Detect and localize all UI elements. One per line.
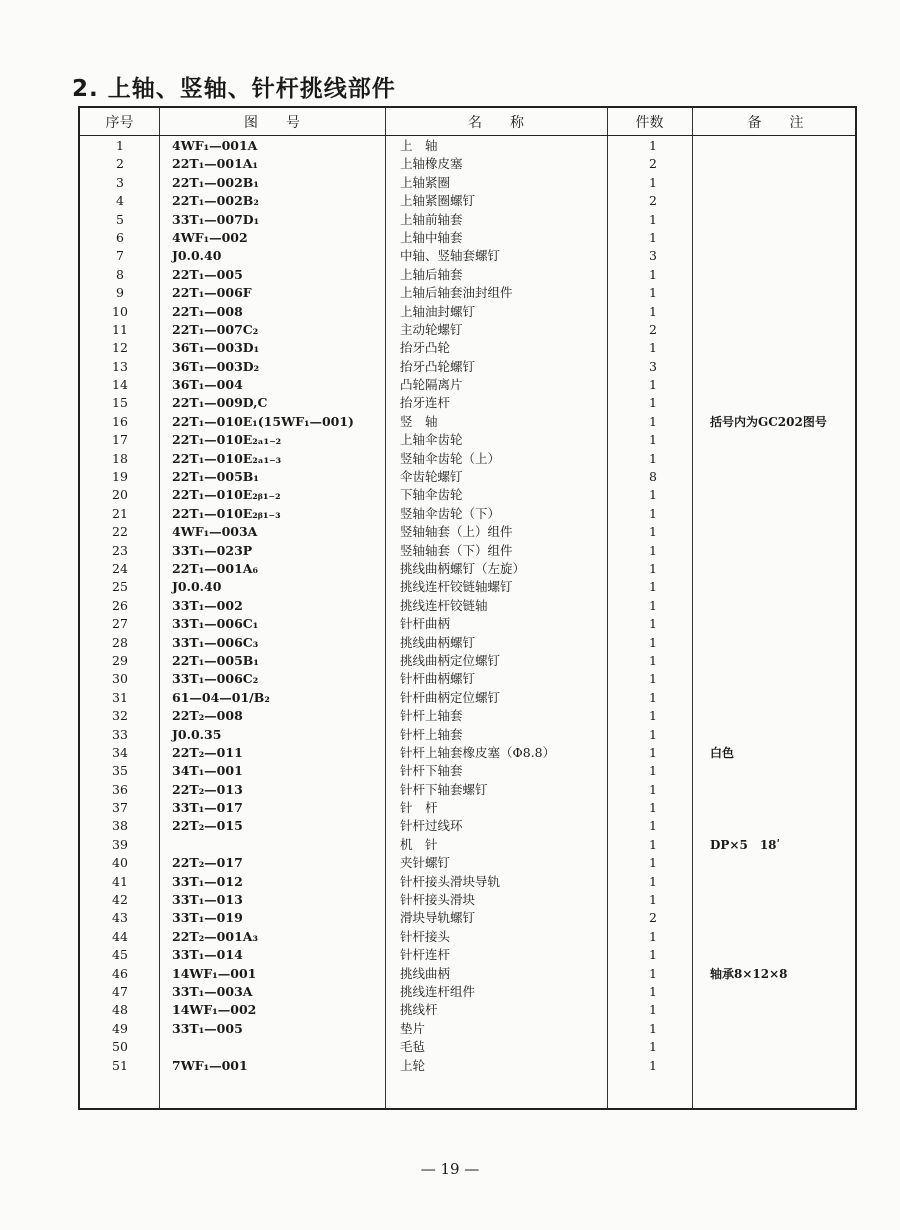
row-name: 挑线曲柄螺钉 [400,634,476,650]
row-drawing-number: 33T₁—005 [172,1020,243,1036]
table-row [80,689,855,707]
row-drawing-number: 33T₁—023P [172,542,253,558]
row-name: 针杆上轴套 [400,708,463,724]
row-drawing-number: 22T₁—001A₁ [172,156,258,172]
row-quantity: 3 [649,248,657,264]
row-name: 针杆上轴套 [400,726,463,742]
table-row [80,799,855,817]
row-seq: 46 [112,965,128,981]
row-name: 机 针 [400,836,438,852]
parts-table [78,106,857,1110]
row-drawing-number: 33T₁—006C₃ [172,634,259,650]
row-name: 上轴橡皮塞 [400,156,463,172]
table-row [80,358,855,376]
table-row [80,965,855,983]
row-quantity: 2 [649,321,657,337]
row-seq: 29 [112,652,128,668]
row-quantity: 1 [649,138,657,153]
table-row [80,909,855,927]
row-seq: 38 [112,818,128,834]
table-row [80,247,855,265]
row-seq: 34 [112,744,128,760]
row-drawing-number: 22T₁—005 [172,266,243,282]
row-quantity: 1 [649,763,657,779]
row-quantity: 1 [649,708,657,724]
row-seq: 49 [112,1020,128,1036]
table-row [80,192,855,210]
row-seq: 21 [112,505,128,521]
row-seq: 15 [112,395,128,411]
row-drawing-number: 7WF₁—001 [172,1057,248,1073]
row-note: 轴承8×12×8 [710,966,788,981]
table-row [80,486,855,504]
row-seq: 3 [116,174,124,190]
table-row [80,744,855,762]
table-row [80,1038,855,1056]
row-quantity: 1 [649,965,657,981]
row-drawing-number: 4WF₁—002 [172,229,248,245]
row-quantity: 1 [649,542,657,558]
row-seq: 4 [116,193,124,209]
table-row [80,137,855,155]
row-name: 上轴伞齿轮 [400,432,463,448]
row-drawing-number: 14WF₁—002 [172,1002,257,1018]
row-note: 括号内为GC202图号 [710,414,827,429]
row-name: 上轴后轴套油封组件 [400,285,513,301]
table-row [80,155,855,173]
row-quantity: 1 [649,689,657,705]
row-quantity: 1 [649,1057,657,1073]
row-quantity: 1 [649,524,657,540]
table-row [80,284,855,302]
row-quantity: 1 [649,1002,657,1018]
row-seq: 9 [116,285,124,301]
row-name: 夹针螺钉 [400,855,451,871]
row-quantity: 1 [649,983,657,999]
row-seq: 27 [112,616,128,632]
row-name: 挑线连杆组件 [400,983,476,999]
row-drawing-number: 33T₁—002 [172,597,243,613]
row-name: 上轴紧圈螺钉 [400,193,476,209]
row-quantity: 1 [649,836,657,852]
row-name: 竖轴伞齿轮（下） [400,505,501,521]
table-row [80,376,855,394]
table-row [80,983,855,1001]
row-seq: 26 [112,597,128,613]
row-seq: 41 [112,873,128,889]
row-name: 挑线连杆铰链轴螺钉 [400,579,513,595]
row-name: 挑线曲柄定位螺钉 [400,652,501,668]
row-name: 针杆接头滑块导轨 [400,873,501,889]
row-quantity: 1 [649,892,657,908]
table-row [80,928,855,946]
row-note: DP×5 18ʹ [710,837,781,852]
row-drawing-number: J0.0.40 [172,248,222,264]
row-quantity: 1 [649,616,657,632]
row-quantity: 1 [649,1039,657,1055]
table-row [80,303,855,321]
row-seq: 5 [116,211,124,227]
row-drawing-number: 22T₁—009D,C [172,395,268,411]
table-row [80,634,855,652]
table-row [80,542,855,560]
row-quantity: 1 [649,229,657,245]
row-drawing-number: 36T₁—003D₂ [172,358,260,374]
row-drawing-number: 4WF₁—003A [172,524,258,540]
row-quantity: 1 [649,800,657,816]
row-name: 针杆下轴套螺钉 [400,781,488,797]
row-seq: 6 [116,229,124,245]
row-name: 针杆曲柄 [400,616,451,632]
row-name: 上轴后轴套 [400,266,463,282]
table-row [80,431,855,449]
row-drawing-number: 33T₁—012 [172,873,243,889]
table-row [80,211,855,229]
row-quantity: 1 [649,873,657,889]
table-row [80,229,855,247]
row-seq: 24 [112,560,128,576]
row-seq: 8 [116,266,124,282]
table-body [80,137,855,1075]
row-drawing-number: 22T₁—005B₁ [172,469,259,485]
row-seq: 40 [112,855,128,871]
row-drawing-number: 22T₁—002B₂ [172,193,259,209]
row-seq: 39 [112,836,128,852]
row-name: 上轴中轴套 [400,229,463,245]
row-name: 针 杆 [400,800,438,816]
row-seq: 33 [112,726,128,742]
row-quantity: 1 [649,671,657,687]
row-seq: 30 [112,671,128,687]
row-quantity: 1 [649,487,657,503]
row-name: 针杆上轴套橡皮塞（Φ8.8） [400,744,556,760]
row-seq: 16 [112,413,128,429]
table-row [80,266,855,284]
row-name: 针杆连杆 [400,947,451,963]
row-seq: 37 [112,800,128,816]
row-drawing-number: 33T₁—014 [172,947,243,963]
row-drawing-number: 14WF₁—001 [172,965,257,981]
row-seq: 20 [112,487,128,503]
row-quantity: 1 [649,726,657,742]
row-quantity: 2 [649,193,657,209]
row-drawing-number: 22T₂—015 [172,818,243,834]
row-drawing-number: 22T₁—010E₂ₐ₁₋₂ [172,432,282,448]
row-seq: 10 [112,303,128,319]
row-quantity: 1 [649,285,657,301]
row-quantity: 1 [649,744,657,760]
row-seq: 13 [112,358,128,374]
row-name: 抬牙连杆 [400,395,451,411]
table-row [80,854,855,872]
row-name: 针杆曲柄定位螺钉 [400,689,501,705]
row-name: 挑线曲柄螺钉（左旋） [400,560,526,576]
table-row [80,891,855,909]
table-row [80,468,855,486]
row-name: 下轴伞齿轮 [400,487,463,503]
row-drawing-number: 22T₂—001A₃ [172,928,258,944]
row-name: 挑线曲柄 [400,965,451,981]
row-quantity: 1 [649,211,657,227]
row-seq: 32 [112,708,128,724]
row-quantity: 1 [649,266,657,282]
row-seq: 35 [112,763,128,779]
table-row [80,707,855,725]
table-row [80,946,855,964]
row-quantity: 1 [649,340,657,356]
row-seq: 14 [112,377,128,393]
row-drawing-number: 22T₂—013 [172,781,243,797]
table-row [80,1057,855,1075]
row-name: 抬牙凸轮 [400,340,451,356]
row-seq: 47 [112,983,128,999]
row-seq: 31 [112,689,128,705]
row-seq: 17 [112,432,128,448]
row-seq: 22 [112,524,128,540]
row-drawing-number: 22T₁—010E₁(15WF₁—001) [172,413,354,429]
row-name: 针杆过线环 [400,818,463,834]
row-drawing-number: 22T₁—010E₂ᵦ₁₋₂ [172,487,281,503]
row-quantity: 1 [649,634,657,650]
row-drawing-number: 4WF₁—001A [172,138,258,153]
row-name: 中轴、竖轴套螺钉 [400,248,501,264]
row-drawing-number: 33T₁—007D₁ [172,211,260,227]
row-name: 上轴油封螺钉 [400,303,476,319]
row-quantity: 1 [649,597,657,613]
row-seq: 51 [112,1057,128,1073]
row-quantity: 1 [649,377,657,393]
row-quantity: 1 [649,947,657,963]
row-drawing-number: 22T₁—010E₂ᵦ₁₋₃ [172,505,281,521]
row-quantity: 2 [649,156,657,172]
row-drawing-number: 22T₁—007C₂ [172,321,259,337]
row-drawing-number: 22T₁—010E₂ₐ₁₋₃ [172,450,282,466]
table-row [80,450,855,468]
row-quantity: 1 [649,505,657,521]
row-name: 上轮 [400,1057,426,1073]
row-seq: 28 [112,634,128,650]
row-name: 主动轮螺钉 [400,321,463,337]
header-name: 名 称 [468,115,524,131]
row-quantity: 1 [649,781,657,797]
table-row [80,560,855,578]
row-seq: 7 [116,248,124,264]
row-quantity: 1 [649,450,657,466]
row-drawing-number: 34T₁—001 [172,763,243,779]
row-drawing-number: 33T₁—006C₁ [172,616,259,632]
table-row [80,652,855,670]
row-name: 滑块导轨螺钉 [400,910,476,926]
table-row [80,1001,855,1019]
row-name: 挑线杆 [400,1002,438,1018]
row-drawing-number: 22T₁—008 [172,303,243,319]
table-row [80,817,855,835]
row-name: 竖轴轴套（下）组件 [400,542,513,558]
row-seq: 18 [112,450,128,466]
table-row [80,726,855,744]
row-drawing-number: 22T₁—005B₁ [172,652,259,668]
row-seq: 12 [112,340,128,356]
row-seq: 43 [112,910,128,926]
row-name: 挑线连杆铰链轴 [400,597,488,613]
header-divider [80,135,855,136]
row-name: 垫片 [400,1020,426,1036]
table-row [80,615,855,633]
table-row [80,873,855,891]
row-name: 针杆接头 [400,928,451,944]
row-seq: 48 [112,1002,128,1018]
row-drawing-number: 61—04—01/B₂ [172,689,270,705]
row-name: 抬牙凸轮螺钉 [400,358,476,374]
row-drawing-number: 22T₁—006F [172,285,252,301]
table-row [80,413,855,431]
table-row [80,321,855,339]
table-row [80,339,855,357]
row-name: 毛毡 [400,1039,426,1055]
page-title: 2. 上轴、竖轴、针杆挑线部件 [72,76,396,102]
table-row [80,781,855,799]
row-name: 竖轴轴套（上）组件 [400,524,513,540]
row-seq: 36 [112,781,128,797]
row-quantity: 1 [649,413,657,429]
row-seq: 50 [112,1039,128,1055]
row-quantity: 1 [649,395,657,411]
row-seq: 2 [116,156,124,172]
row-note: 白色 [710,745,735,760]
table-row [80,505,855,523]
row-drawing-number: 33T₁—003A [172,983,253,999]
row-name: 竖 轴 [400,413,438,429]
row-seq: 11 [112,321,128,337]
row-quantity: 1 [649,1020,657,1036]
row-name: 针杆曲柄螺钉 [400,671,476,687]
row-quantity: 8 [649,469,657,485]
header-notes: 备 注 [747,115,804,131]
row-seq: 45 [112,947,128,963]
row-seq: 23 [112,542,128,558]
row-name: 伞齿轮螺钉 [400,469,463,485]
row-seq: 19 [112,469,128,485]
row-name: 针杆下轴套 [400,763,463,779]
row-drawing-number: 33T₁—019 [172,910,243,926]
row-quantity: 3 [649,358,657,374]
header-seq: 序号 [105,115,134,131]
row-quantity: 1 [649,560,657,576]
row-drawing-number: 33T₁—006C₂ [172,671,259,687]
row-seq: 25 [112,579,128,595]
header-drawing-number: 图 号 [244,115,300,131]
row-seq: 42 [112,892,128,908]
row-name: 上轴前轴套 [400,211,463,227]
header-quantity: 件数 [635,115,664,131]
row-drawing-number: 22T₂—017 [172,855,243,871]
row-quantity: 1 [649,579,657,595]
row-drawing-number: J0.0.40 [172,579,222,595]
table-row [80,836,855,854]
row-drawing-number: 36T₁—004 [172,377,243,393]
row-quantity: 1 [649,432,657,448]
page-number: — 19 — [420,1160,480,1178]
row-drawing-number: 22T₁—001A₆ [172,560,258,576]
row-name: 竖轴伞齿轮（上） [400,450,501,466]
table-row [80,523,855,541]
row-quantity: 1 [649,818,657,834]
table-row [80,174,855,192]
row-drawing-number: 22T₂—011 [172,744,243,760]
table-row [80,394,855,412]
row-name: 针杆接头滑块 [400,892,476,908]
row-quantity: 1 [649,303,657,319]
table-row [80,597,855,615]
row-quantity: 1 [649,928,657,944]
row-name: 凸轮隔离片 [400,377,463,393]
table-row [80,670,855,688]
row-quantity: 2 [649,910,657,926]
row-seq: 1 [116,138,124,153]
table-row [80,578,855,596]
row-seq: 44 [112,928,128,944]
row-drawing-number: J0.0.35 [172,726,222,742]
row-drawing-number: 33T₁—013 [172,892,243,908]
row-quantity: 1 [649,652,657,668]
row-drawing-number: 22T₁—002B₁ [172,174,259,190]
row-quantity: 1 [649,174,657,190]
row-drawing-number: 36T₁—003D₁ [172,340,260,356]
table-row [80,762,855,780]
row-name: 上轴紧圈 [400,174,451,190]
row-name: 上 轴 [400,138,438,153]
row-drawing-number: 33T₁—017 [172,800,243,816]
row-drawing-number: 22T₂—008 [172,708,243,724]
row-quantity: 1 [649,855,657,871]
table-row [80,1020,855,1038]
